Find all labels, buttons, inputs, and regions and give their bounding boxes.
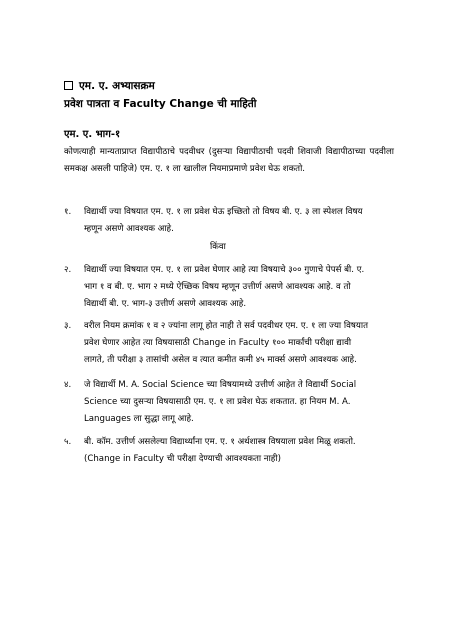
list-number: २. (64, 265, 72, 275)
list-item-3 (64, 318, 394, 369)
list-number: ४. (64, 380, 72, 390)
list-line: भाग १ व बी. ए. भाग २ मध्ये ऐच्छिक विषय म्हणून उत्तीर्ण असणे आवश्यक आहे. व तो (84, 282, 351, 292)
section-heading: एम. ए. भाग-१ (64, 129, 121, 140)
list-line: (Change in Faculty ची परीक्षा देण्याची आवश्यकता नाही) (84, 454, 281, 464)
title-text: एम. ए. अभ्यासक्रम (79, 80, 155, 92)
list-line: म्हणून असणे आवश्यक आहे. (84, 224, 174, 234)
list-line: विद्यार्थी ज्या विषयात एम. ए. १ ला प्रवेश घेणार आहे त्या विषयाचे ३०० गुणाचे पेपर्स बी. ए. (84, 265, 365, 275)
or-separator: किंवा (210, 242, 226, 252)
list-line: वरील नियम क्रमांक १ व २ ज्यांना लागू होत नाही ते सर्व पदवीधर एम. ए. १ ला ज्या विषयात (84, 321, 368, 331)
list-item-2 (64, 262, 394, 313)
list-number: १. (64, 207, 72, 217)
page-title (64, 79, 155, 93)
list-line: बी. कॉम. उत्तीर्ण असलेल्या विद्यार्थ्यांना एम. ए. १ अर्थशास्त्र विषयाला प्रवेश मिळू शकतो. (84, 437, 356, 447)
list-number: ३. (64, 321, 72, 331)
list-line: विद्यार्थी ज्या विषयात एम. ए. १ ला प्रवेश घेऊ इच्छितो तो विषय बी. ए. ३ ला स्पेशल विषय (84, 207, 363, 217)
list-line: जे विद्यार्थी M. A. Social Science च्या विषयामध्ये उत्तीर्ण आहेत ते विद्यार्थी Social (84, 380, 357, 390)
list-item-4 (64, 377, 394, 428)
list-line: Science च्या दुसऱ्या विषयासाठी एम. ए. १ ला प्रवेश घेऊ शकतात. हा नियम M. A. (84, 397, 351, 407)
list-number: ५. (64, 437, 72, 447)
list-line: Languages ला सुद्धा लागू आहे. (84, 414, 194, 424)
list-item-1 (64, 204, 394, 238)
list-line: लागते, ती परीक्षा ३ तासांची असेल व त्यात कमीत कमी ४५ मार्क्स असणे आवश्यक आहे. (84, 355, 357, 365)
checkbox-bullet-icon (64, 81, 73, 90)
intro-paragraph: कोणत्याही मान्यताप्राप्त विद्यापीठाचे पदवीधर (दुसऱ्या विद्यापीठाची पदवी शिवाजी विद्यापीठाच्या पदवीला समकक्ष असली पाहिजे) एम. ए. १ ला खालील नियमाप्रमाणे प्रवेश घेऊ शकतो. (64, 147, 394, 174)
list-line: विद्यार्थी बी. ए. भाग-३ उत्तीर्ण असणे आवश्यक आहे. (84, 299, 247, 309)
list-line: प्रवेश घेणार आहेत त्या विषयासाठी Change in Faculty १०० मार्कांची परीक्षा द्यावी (84, 338, 352, 348)
list-item-5 (64, 434, 394, 468)
page-subtitle: प्रवेश पात्रता व Faculty Change ची माहिती (64, 98, 257, 110)
